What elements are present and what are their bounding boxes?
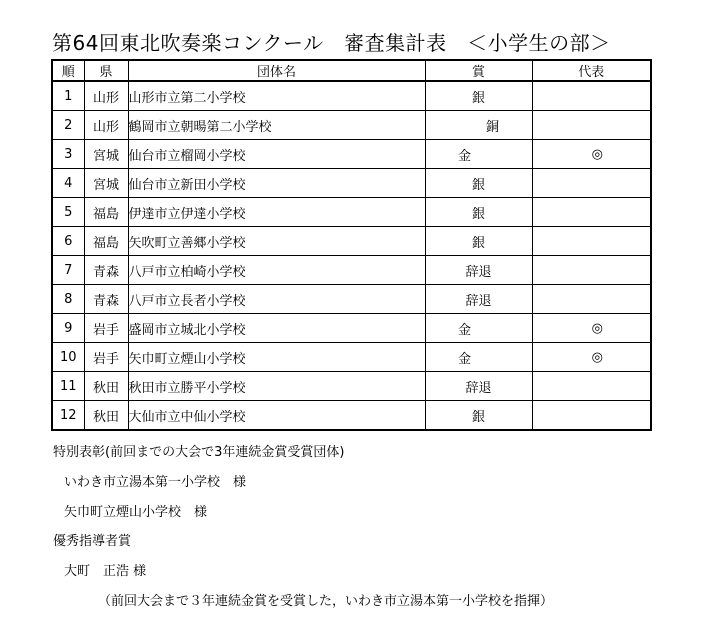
cell-group-name: 鶴岡市立朝暘第二小学校 bbox=[128, 111, 425, 140]
header-group-name: 団体名 bbox=[128, 60, 425, 81]
cell-prefecture: 宮城 bbox=[84, 169, 128, 198]
cell-representative bbox=[532, 372, 651, 401]
cell-prefecture: 岩手 bbox=[84, 314, 128, 343]
results-table bbox=[51, 59, 652, 431]
cell-order: 6 bbox=[52, 227, 84, 256]
cell-group-name: 盛岡市立城北小学校 bbox=[128, 314, 425, 343]
cell-group-name: 矢吹町立善郷小学校 bbox=[128, 227, 425, 256]
table-row bbox=[52, 256, 651, 285]
cell-group-name: 伊達市立伊達小学校 bbox=[128, 198, 425, 227]
cell-group-name: 大仙市立中仙小学校 bbox=[128, 401, 425, 431]
table-body bbox=[52, 81, 651, 430]
table-row bbox=[52, 140, 651, 169]
header-representative: 代表 bbox=[532, 60, 651, 81]
table-row bbox=[52, 401, 651, 431]
table-row bbox=[52, 314, 651, 343]
cell-order: 3 bbox=[52, 140, 84, 169]
cell-representative: ◎ bbox=[532, 314, 651, 343]
cell-group-name: 矢巾町立煙山小学校 bbox=[128, 343, 425, 372]
cell-prefecture: 宮城 bbox=[84, 140, 128, 169]
special-award-group: 矢巾町立煙山小学校 様 bbox=[64, 505, 208, 520]
cell-prefecture: 青森 bbox=[84, 285, 128, 314]
table-row bbox=[52, 227, 651, 256]
table-header-row bbox=[52, 60, 651, 81]
cell-prefecture: 青森 bbox=[84, 256, 128, 285]
cell-award: 金 bbox=[425, 343, 532, 372]
header-order: 順 bbox=[52, 60, 84, 81]
cell-representative bbox=[532, 169, 651, 198]
cell-group-name: 仙台市立榴岡小学校 bbox=[128, 140, 425, 169]
cell-representative bbox=[532, 285, 651, 314]
table-row bbox=[52, 81, 651, 111]
cell-prefecture: 岩手 bbox=[84, 343, 128, 372]
cell-prefecture: 山形 bbox=[84, 111, 128, 140]
leader-note: （前回大会まで３年連続金賞を受賞した，いわき市立湯本第一小学校を指揮） bbox=[98, 594, 554, 609]
special-award-heading: 特別表彰(前回までの大会で3年連続金賞受賞団体) bbox=[53, 445, 345, 460]
notes-section bbox=[53, 441, 554, 609]
cell-group-name: 山形市立第二小学校 bbox=[128, 81, 425, 111]
table-row bbox=[52, 285, 651, 314]
cell-prefecture: 福島 bbox=[84, 198, 128, 227]
cell-award: 銀 bbox=[425, 227, 532, 256]
cell-award: 辞退 bbox=[425, 285, 532, 314]
cell-order: 10 bbox=[52, 343, 84, 372]
cell-order: 12 bbox=[52, 401, 84, 431]
cell-prefecture: 山形 bbox=[84, 81, 128, 111]
table-row bbox=[52, 111, 651, 140]
cell-award: 辞退 bbox=[425, 372, 532, 401]
cell-prefecture: 福島 bbox=[84, 227, 128, 256]
table-row bbox=[52, 198, 651, 227]
cell-representative: ◎ bbox=[532, 140, 651, 169]
cell-prefecture: 秋田 bbox=[84, 372, 128, 401]
cell-award: 金 bbox=[425, 314, 532, 343]
cell-order: 7 bbox=[52, 256, 84, 285]
cell-award: 銀 bbox=[425, 81, 532, 111]
cell-representative bbox=[532, 198, 651, 227]
header-prefecture: 県 bbox=[84, 60, 128, 81]
cell-award: 金 bbox=[425, 140, 532, 169]
cell-award: 銅 bbox=[425, 111, 532, 140]
page-title: 第64回東北吹奏楽コンクール 審査集計表 ＜小学生の部＞ bbox=[52, 31, 611, 55]
cell-award: 銀 bbox=[425, 401, 532, 431]
special-award-group: いわき市立湯本第一小学校 様 bbox=[64, 475, 247, 490]
cell-representative bbox=[532, 111, 651, 140]
cell-prefecture: 秋田 bbox=[84, 401, 128, 431]
cell-group-name: 仙台市立新田小学校 bbox=[128, 169, 425, 198]
cell-representative bbox=[532, 81, 651, 111]
table-row bbox=[52, 169, 651, 198]
cell-order: 2 bbox=[52, 111, 84, 140]
cell-award: 銀 bbox=[425, 169, 532, 198]
cell-group-name: 秋田市立勝平小学校 bbox=[128, 372, 425, 401]
cell-order: 4 bbox=[52, 169, 84, 198]
cell-group-name: 八戸市立長者小学校 bbox=[128, 285, 425, 314]
cell-order: 1 bbox=[52, 81, 84, 111]
cell-order: 8 bbox=[52, 285, 84, 314]
table-row bbox=[52, 372, 651, 401]
cell-representative bbox=[532, 401, 651, 431]
cell-order: 9 bbox=[52, 314, 84, 343]
cell-group-name: 八戸市立柏崎小学校 bbox=[128, 256, 425, 285]
cell-award: 銀 bbox=[425, 198, 532, 227]
cell-representative: ◎ bbox=[532, 343, 651, 372]
cell-order: 5 bbox=[52, 198, 84, 227]
cell-award: 辞退 bbox=[425, 256, 532, 285]
cell-representative bbox=[532, 256, 651, 285]
table-row bbox=[52, 343, 651, 372]
cell-representative bbox=[532, 227, 651, 256]
cell-order: 11 bbox=[52, 372, 84, 401]
header-award: 賞 bbox=[425, 60, 532, 81]
leader-award-heading: 優秀指導者賞 bbox=[53, 534, 132, 549]
leader-name: 大町 正浩 様 bbox=[64, 564, 147, 579]
